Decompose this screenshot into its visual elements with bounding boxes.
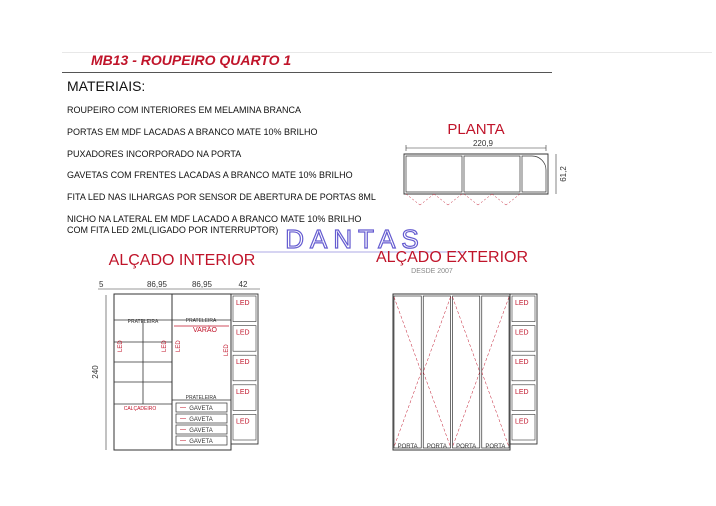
door — [453, 296, 480, 448]
material-line: PUXADORES INCORPORADO NA PORTA — [67, 149, 242, 159]
prateleira-left-label: PRATELEIRA — [127, 319, 159, 325]
calcadeiro-label: CALÇADEIRO — [123, 406, 157, 412]
planta-outline — [404, 154, 548, 194]
door-swing — [482, 297, 509, 447]
drawer-label: GAVETA — [189, 428, 213, 434]
material-line: ROUPEIRO COM INTERIORES EM MELAMINA BRANCA — [67, 105, 302, 115]
dim-right-module: 86,95 — [191, 280, 213, 289]
led-left-inner: LED — [162, 340, 168, 352]
planta-width-label: 220,9 — [472, 139, 494, 148]
planta-depth-label: 61,2 — [559, 166, 568, 182]
niche-led-label: LED — [236, 388, 250, 396]
door — [423, 296, 450, 448]
planta-title: PLANTA — [447, 121, 505, 138]
door-label: PORTA — [485, 444, 506, 450]
material-line: NICHO NA LATERAL EM MDF LACADO A BRANCO MATE 10% BRILHO — [67, 214, 362, 224]
drawer-stack — [176, 403, 227, 445]
alcado-interior-title: ALÇADO INTERIOR — [108, 252, 256, 269]
material-line: FITA LED NAS ILHARGAS POR SENSOR DE ABERTURA DE PORTAS 8ML — [67, 192, 376, 202]
varao-label: VARÃO — [193, 327, 217, 334]
exterior-niche-leds — [512, 296, 535, 440]
planta-view — [404, 121, 568, 205]
materials-title: MATERIAIS: — [67, 78, 146, 94]
exterior-outline — [393, 294, 510, 450]
height-label: 240 — [91, 365, 100, 379]
door-label: PORTA — [397, 444, 418, 450]
door — [394, 296, 421, 448]
door-swing — [453, 297, 480, 447]
prateleira-mid-label: PRATELEIRA — [185, 318, 217, 324]
door-label: PORTA — [456, 444, 477, 450]
door-swing — [423, 297, 450, 447]
niche-led-label: LED — [515, 329, 529, 337]
alcado-exterior-view — [376, 249, 537, 450]
material-line: GAVETAS COM FRENTES LACADAS A BRANCO MATE 10% BRILHO — [67, 170, 353, 180]
door-label: PORTA — [426, 444, 447, 450]
door — [482, 296, 509, 448]
planta-door-swings — [406, 194, 520, 205]
led-right: LED — [224, 344, 230, 356]
planta-niche — [522, 156, 546, 192]
niche-led-label: LED — [515, 300, 529, 307]
door-swing — [394, 297, 421, 447]
watermark-since: DESDE 2007 — [411, 268, 453, 275]
drawer-label: GAVETA — [189, 417, 213, 423]
door-set — [394, 296, 509, 450]
watermark-logo: DANTAS — [285, 224, 425, 254]
niche-led-label: LED — [515, 359, 529, 367]
niche-led-label: LED — [515, 388, 529, 396]
dim-niche: 42 — [238, 280, 248, 289]
led-left: LED — [118, 340, 124, 352]
drawer-label: GAVETA — [189, 406, 213, 412]
drawer-label: GAVETA — [189, 439, 213, 445]
niche-led-label: LED — [236, 359, 250, 367]
niche-led-label: LED — [236, 329, 250, 337]
niche-led-label: LED — [236, 300, 250, 307]
dim-left-module: 86,95 — [146, 280, 168, 289]
alcado-exterior-title: ALÇADO EXTERIOR — [375, 249, 529, 266]
left-shelves — [114, 320, 172, 404]
dim-5: 5 — [99, 280, 104, 289]
material-line: COM FITA LED 2ML(LIGADO POR INTERRUPTOR) — [67, 225, 279, 235]
niche-led-label: LED — [236, 418, 250, 426]
page-title: MB13 - ROUPEIRO QUARTO 1 — [91, 52, 292, 68]
alcado-interior-view — [91, 252, 260, 450]
interior-niche-leds — [233, 296, 256, 440]
led-mid: LED — [176, 340, 182, 352]
niche-led-label: LED — [515, 418, 529, 426]
material-line: PORTAS EM MDF LACADAS A BRANCO MATE 10% BRILHO — [67, 127, 318, 137]
prateleira-low-label: PRATELEIRA — [185, 395, 217, 401]
